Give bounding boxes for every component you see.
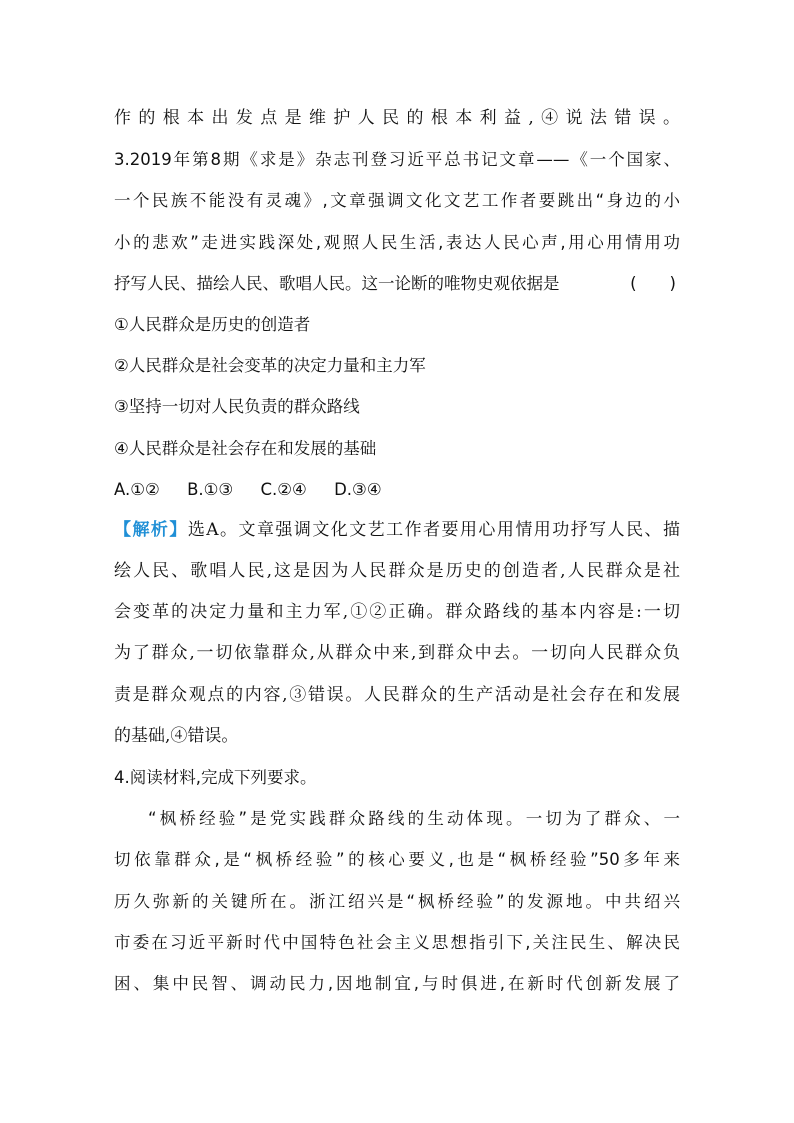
statement-3: ③坚持一切对人民负责的群众路线 bbox=[114, 397, 360, 417]
analysis-line-1-text: 选A。文章强调文化文艺工作者要用心用情用功抒写人民、描 bbox=[187, 519, 680, 540]
document-page bbox=[114, 98, 680, 1004]
option-d: D.③④ bbox=[334, 479, 382, 499]
analysis-line-6: 的基础,④错误。 bbox=[114, 725, 239, 746]
question-4-title: 4.阅读材料,完成下列要求。 bbox=[114, 768, 317, 787]
question-3-line-3: 小的悲欢”走进实践深处,观照人民生活,表达人民心声,用心用情用功 bbox=[114, 232, 680, 252]
material-line-1: “枫桥经验”是党实践群众路线的生动体现。一切为了群众、一 bbox=[148, 809, 680, 829]
material-line-5: 困、集中民智、调动民力,因地制宜,与时俱进,在新时代创新发展了 bbox=[114, 973, 680, 993]
analysis-line-2: 绘人民、歌唱人民,这是因为人民群众是历史的创造者,人民群众是社 bbox=[114, 561, 680, 582]
analysis-tag: 【解析】 bbox=[114, 519, 188, 540]
option-a: A.①② bbox=[114, 479, 160, 499]
statement-2: ②人民群众是社会变革的决定力量和主力军 bbox=[114, 356, 426, 376]
material-line-2: 切依靠群众,是“枫桥经验”的核心要义,也是“枫桥经验”50多年来 bbox=[114, 850, 680, 870]
answer-options bbox=[114, 469, 680, 510]
question-3-line-4-text: 抒写人民、描绘人民、歌唱人民。这一论断的唯物史观依据是 bbox=[114, 273, 560, 293]
analysis-line-1 bbox=[114, 510, 680, 551]
material-line-4: 市委在习近平新时代中国特色社会主义思想指引下,关注民生、解决民 bbox=[114, 932, 680, 952]
option-c: C.②④ bbox=[260, 479, 307, 499]
question-3-line-1: 3.2019年第8期《求是》杂志刊登习近平总书记文章——《一个国家、 bbox=[114, 150, 680, 170]
analysis-line-5: 责是群众观点的内容,③错误。人民群众的生产活动是社会存在和发展 bbox=[114, 684, 680, 705]
analysis-line-3: 会变革的决定力量和主力军,①②正确。群众路线的基本内容是:一切 bbox=[114, 602, 680, 623]
statement-1: ①人民群众是历史的创造者 bbox=[114, 314, 311, 334]
question-3-line-4 bbox=[114, 263, 680, 304]
analysis-line-4: 为了群众,一切依靠群众,从群众中来,到群众中去。一切向人民群众负 bbox=[114, 643, 680, 664]
answer-blank: ( ) bbox=[630, 273, 676, 293]
option-b: B.①③ bbox=[187, 479, 234, 499]
material-line-3: 历久弥新的关键所在。浙江绍兴是“枫桥经验”的发源地。中共绍兴 bbox=[114, 891, 680, 911]
statement-4: ④人民群众是社会存在和发展的基础 bbox=[114, 438, 377, 458]
question-3-line-2: 一个民族不能没有灵魂》,文章强调文化文艺工作者要跳出“身边的小 bbox=[114, 191, 680, 211]
previous-answer-tail: 作的根本出发点是维护人民的根本利益,④说法错误。 bbox=[114, 108, 680, 128]
